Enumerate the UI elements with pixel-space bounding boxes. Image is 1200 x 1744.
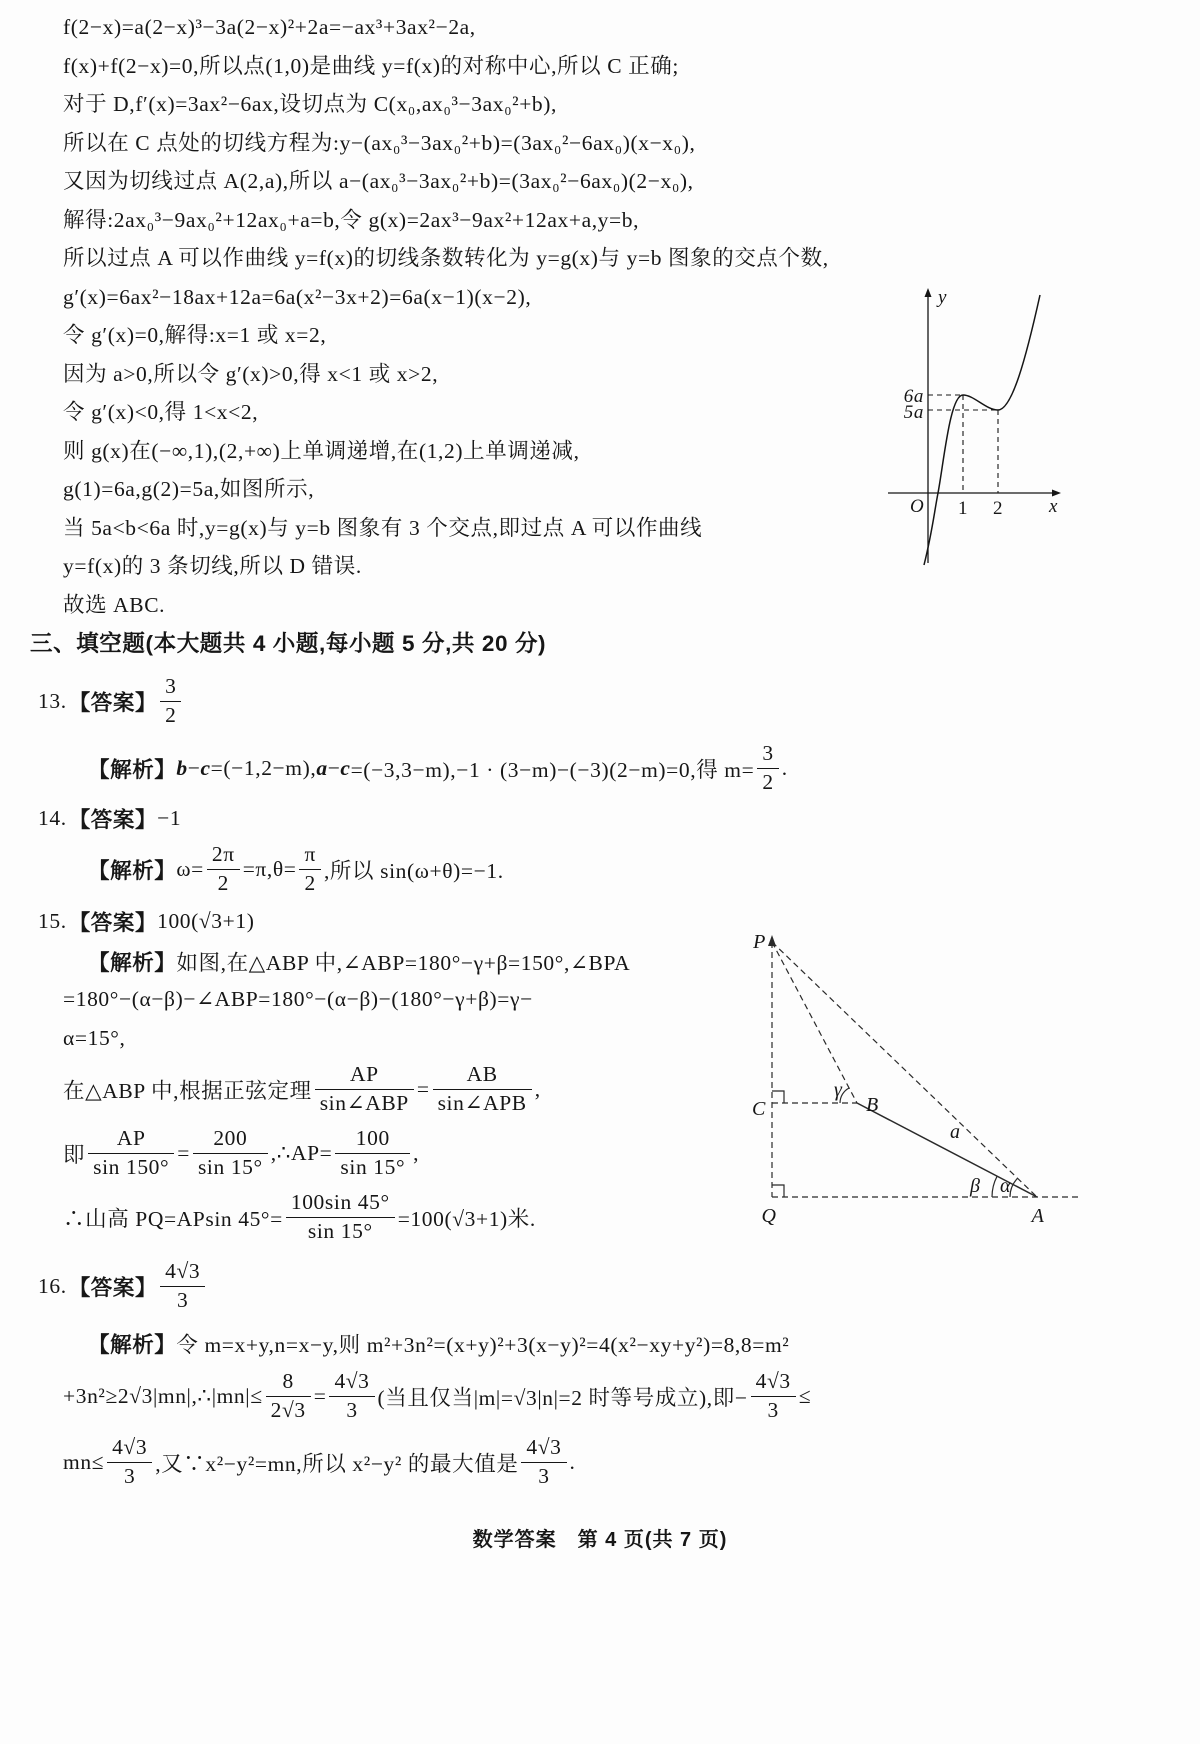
fraction: $\frac{3}{2}$ bbox=[757, 741, 778, 795]
page-footer: 数学答案 第 4 页(共 7 页) bbox=[472, 1529, 728, 1551]
fraction: $\frac{2\pi}{2}$ bbox=[207, 842, 240, 896]
solution-line: 所以过点 A 可以作曲线 y=f(x)的切线条数转化为 y=g(x)与 y=b 图象的交点个数, bbox=[63, 246, 829, 270]
q14-answer-line bbox=[0, 798, 1200, 838]
triangle-survey-figure bbox=[742, 922, 1107, 1237]
label-Q: Q bbox=[761, 1205, 777, 1227]
fraction: $\frac{\pi}{2}$ bbox=[299, 842, 320, 896]
q16-number: 16. bbox=[38, 1273, 67, 1298]
explain-label: 【解析】 bbox=[88, 858, 177, 883]
vector-b: b bbox=[176, 755, 188, 780]
segment-PB bbox=[772, 942, 857, 1103]
solution-line: f(2−x)=a(2−x)³−3a(2−x)²+2a=−ax³+3ax²−2a, bbox=[63, 15, 476, 39]
vector-c: c bbox=[340, 755, 351, 780]
alpha-arc bbox=[1010, 1178, 1018, 1197]
solution-line: g′(x)=6ax²−18ax+12a=6a(x²−3x+2)=6a(x−1)(x−2), bbox=[63, 284, 532, 309]
right-angle-C bbox=[772, 1091, 784, 1103]
q15-explain-line: =180°−(α−β)−∠ABP=180°−(α−β)−(180°−γ+β)=γ− bbox=[63, 987, 533, 1011]
q13-explain-line: 【解析】 b − c =(−1,2−m), a − c =(−3,3−m),−1 · (3−m)−(−3)(2−m)=0,得 m= $\frac{3}{2}$ . bbox=[88, 741, 788, 794]
fraction: $\frac{4√3}{3}$ bbox=[329, 1369, 374, 1423]
explain-label: 【解析】 bbox=[88, 950, 177, 975]
answer-label: 【答案】 bbox=[68, 910, 158, 935]
answer-label: 【答案】 bbox=[68, 807, 158, 832]
solution-line: 解得:2ax₀³−9ax₀²+12ax₀+a=b,令 g(x)=2ax³−9ax²+12ax+a,y=b, bbox=[63, 207, 640, 232]
origin-label: O bbox=[910, 496, 925, 517]
tick-2: 2 bbox=[992, 498, 1004, 519]
q15-answer: 100(√3+1) bbox=[157, 908, 255, 933]
solution-line: 所以在 C 点处的切线方程为:y−(ax₀³−3ax₀²+b)=(3ax₀²−6ax₀)(x−x₀), bbox=[63, 130, 696, 155]
solution-line: y=f(x)的 3 条切线,所以 D 错误. bbox=[63, 554, 362, 578]
q14-number: 14. bbox=[38, 805, 67, 830]
label-C: C bbox=[752, 1098, 766, 1120]
q15-explain-line: 即 $\frac{AP}{\sin 150^\circ}$ = $\frac{200}{\sin 15^\circ}$ ,∴AP= $\frac{100}{\sin 15^\circ}$ , bbox=[63, 1126, 420, 1179]
q15-explain-line: ∴山高 PQ=APsin 45°= $\frac{100\sin 45^\circ}{\sin 15^\circ}$ =100(√3+1)米. bbox=[63, 1190, 536, 1243]
solution-line: 令 g′(x)<0,得 1<x<2, bbox=[63, 400, 259, 424]
right-angle-Q bbox=[772, 1185, 784, 1197]
label-P: P bbox=[753, 931, 766, 953]
q16-explain-line: +3n²≥2√3|mn|,∴|mn|≤ $\frac{8}{2√3}$ = $\frac{4√3}{3}$ (当且仅当|m|=√3|n|=2 时等号成立),即− $\frac{4√3}{3}$ ≤ bbox=[63, 1369, 812, 1422]
label-B: B bbox=[866, 1094, 879, 1116]
q16-explain-line: 【解析】 令 m=x+y,n=x−y,则 m²+3n²=(x+y)²+3(x−y)²=4(x²−xy+y²)=8,8=m² bbox=[0, 1323, 1200, 1363]
answer-label: 【答案】 bbox=[68, 1275, 158, 1300]
fraction: $\frac{AP}{\sin 150^\circ}$ bbox=[88, 1126, 174, 1180]
x-axis-label: x bbox=[1049, 496, 1059, 517]
solution-line: 则 g(x)在(−∞,1),(2,+∞)上单调递增,在(1,2)上单调递减, bbox=[63, 438, 580, 463]
solution-line: 故选 ABC. bbox=[63, 592, 166, 617]
solution-line: 令 g′(x)=0,解得:x=1 或 x=2, bbox=[63, 323, 327, 347]
cubic-curve bbox=[924, 295, 1040, 565]
fraction: $\frac{100}{\sin 15^\circ}$ bbox=[335, 1126, 410, 1180]
explain-label: 【解析】 bbox=[88, 757, 177, 782]
solution-line: 因为 a>0,所以令 g′(x)>0,得 x<1 或 x>2, bbox=[63, 361, 439, 386]
y-axis-label: y bbox=[938, 287, 948, 308]
solution-line: 对于 D,f′(x)=3ax²−6ax,设切点为 C(x₀,ax₀³−3ax₀²+b), bbox=[63, 92, 558, 116]
fraction: $\frac{8}{2√3}$ bbox=[266, 1369, 311, 1423]
label-alpha: α bbox=[1000, 1175, 1012, 1197]
fraction: $\frac{AP}{\text{sin∠ABP}}$ bbox=[315, 1062, 414, 1116]
q13-number: 13. bbox=[38, 688, 67, 713]
q15-explain-line: 在△ABP 中,根据正弦定理 $\frac{AP}{\text{sin∠ABP}}$ = $\frac{AB}{\text{sin∠APB}}$ , bbox=[63, 1062, 541, 1115]
label-gamma: γ bbox=[834, 1079, 843, 1101]
label-beta: β bbox=[970, 1175, 981, 1197]
segment-PA bbox=[772, 942, 1037, 1197]
label-6a: 6a bbox=[903, 386, 924, 407]
explain-label: 【解析】 bbox=[88, 1332, 177, 1357]
label-A: A bbox=[1031, 1205, 1045, 1227]
g-function-graph bbox=[850, 283, 1075, 573]
page-content bbox=[0, 8, 1200, 1495]
q15-explain-line: 【解析】 如图,在△ABP 中,∠ABP=180°−γ+β=150°,∠BPA bbox=[0, 942, 1200, 980]
y-axis-arrow bbox=[925, 288, 932, 297]
solution-line: f(x)+f(2−x)=0,所以点(1,0)是曲线 y=f(x)的对称中心,所以 C 正确; bbox=[63, 53, 679, 78]
q14-answer: −1 bbox=[157, 805, 182, 830]
q16-explain-line: mn≤ $\frac{4√3}{3}$ ,又∵x²−y²=mn,所以 x²−y² 的最大值是 $\frac{4√3}{3}$ . bbox=[63, 1435, 576, 1488]
fraction: $\frac{200}{\sin 15^\circ}$ bbox=[193, 1126, 268, 1180]
fraction: $\frac{4√3}{3}$ bbox=[107, 1435, 152, 1489]
vector-a: a bbox=[316, 755, 328, 780]
fraction: $\frac{4√3}{3}$ bbox=[160, 1259, 205, 1313]
q13-answer-line bbox=[0, 670, 1200, 732]
q15-number: 15. bbox=[38, 908, 67, 933]
peak-arrow bbox=[768, 935, 776, 946]
solution-line: 当 5a<b<6a 时,y=g(x)与 y=b 图象有 3 个交点,即过点 A 可以作曲线 bbox=[63, 515, 703, 540]
fraction: $\frac{AB}{\text{sin∠APB}}$ bbox=[433, 1062, 532, 1116]
label-a-side: a bbox=[950, 1121, 961, 1143]
fraction: $\frac{4√3}{3}$ bbox=[521, 1435, 566, 1489]
q16-answer-line bbox=[0, 1253, 1200, 1319]
section-title: 三、填空题(本大题共 4 小题,每小题 5 分,共 20 分) bbox=[30, 631, 547, 656]
beta-arc bbox=[992, 1176, 997, 1197]
solution-line: 又因为切线过点 A(2,a),所以 a−(ax₀³−3ax₀²+b)=(3ax₀²−6ax₀)(2−x₀), bbox=[63, 169, 694, 193]
fraction: $\frac{100\sin 45^\circ}{\sin 15^\circ}$ bbox=[286, 1190, 395, 1244]
answer-label: 【答案】 bbox=[68, 690, 158, 715]
tick-1: 1 bbox=[957, 498, 969, 519]
fraction: $\frac{4√3}{3}$ bbox=[751, 1369, 796, 1423]
vector-c: c bbox=[200, 755, 211, 780]
fraction: $\frac{3}{2}$ bbox=[160, 674, 181, 728]
q15-explain-line: α=15°, bbox=[63, 1025, 126, 1050]
q14-explain-line: 【解析】 ω= $\frac{2\pi}{2}$ =π,θ= $\frac{\pi}{2}$ ,所以 sin(ω+θ)=−1. bbox=[88, 842, 504, 895]
label-5a: 5a bbox=[903, 402, 924, 423]
solution-line: g(1)=6a,g(2)=5a,如图所示, bbox=[63, 477, 315, 501]
